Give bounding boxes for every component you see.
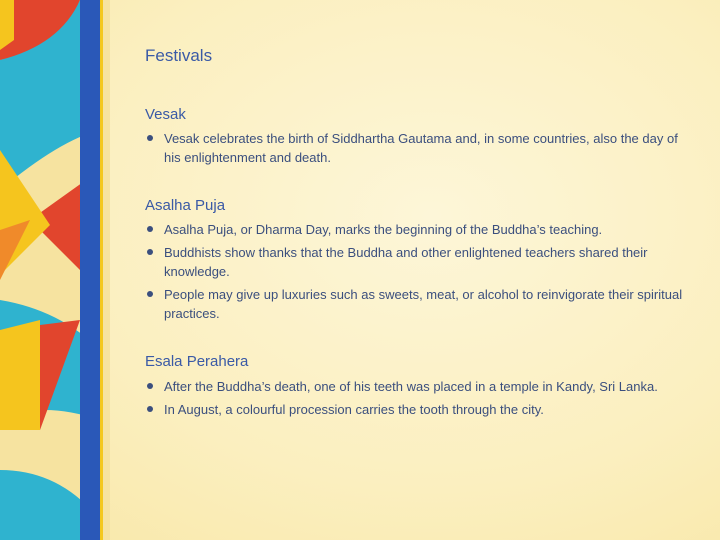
bullet-list-esala-perahera [145, 377, 685, 423]
bullet-item: Buddhists show thanks that the Buddha and other enlightened teachers shared their knowledge. [145, 243, 685, 281]
section-heading-vesak: Vesak [145, 106, 186, 123]
bullet-list-asalha-puja [145, 220, 685, 327]
bullet-item: After the Buddha’s death, one of his teeth was placed in a temple in Kandy, Sri Lanka. [145, 377, 685, 396]
section-heading-esala-perahera: Esala Perahera [145, 353, 249, 370]
section-heading-asalha-puja: Asalha Puja [145, 197, 226, 214]
bullet-item: People may give up luxuries such as sweets, meat, or alcohol to reinvigorate their spiritual practices. [145, 285, 685, 323]
bullet-item: In August, a colourful procession carries the tooth through the city. [145, 400, 685, 419]
bullet-item: Asalha Puja, or Dharma Day, marks the beginning of the Buddha’s teaching. [145, 220, 685, 239]
slide-title: Festivals [145, 46, 213, 65]
bullet-list-vesak [145, 129, 685, 171]
bullet-item: Vesak celebrates the birth of Siddhartha Gautama and, in some countries, also the day of his enlightenment and death. [145, 129, 685, 167]
decorative-side-art [0, 0, 110, 540]
